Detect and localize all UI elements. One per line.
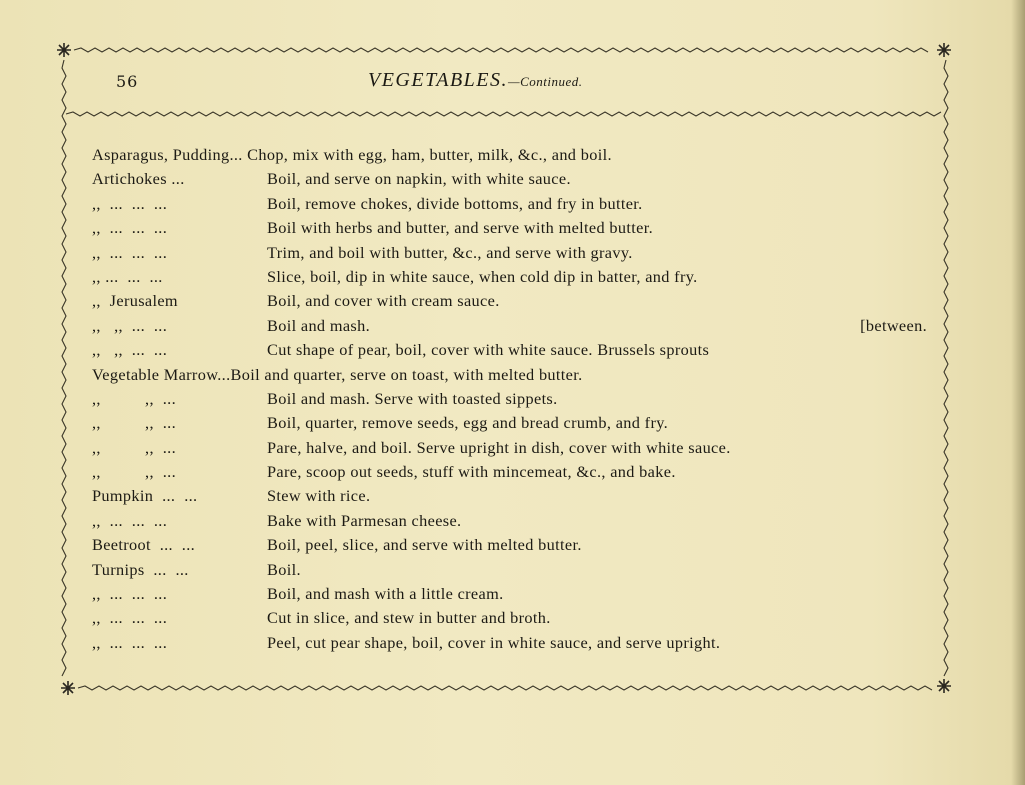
recipe-entry <box>92 289 952 313</box>
entry-label: Turnips ... ... <box>92 559 189 579</box>
recipe-entries <box>92 143 952 655</box>
entry-description: Boil and mash. Serve with toasted sippets. <box>267 388 558 408</box>
header-title: VEGETABLES. <box>368 69 509 91</box>
entry-description: Pare, scoop out seeds, stuff with mincemeat, &c., and bake. <box>267 462 676 482</box>
corner-ornament-top-right <box>937 43 951 57</box>
entry-full-line: Vegetable Marrow...Boil and quarter, serve on toast, with melted butter. <box>92 364 583 384</box>
entry-description: Boil, and cover with cream sauce. <box>267 291 500 311</box>
bottom-wavy-rule <box>78 686 932 690</box>
entry-label: ,, ... ... ... <box>92 193 168 213</box>
entry-description: Cut shape of pear, boil, cover with white sauce. Brussels sprouts <box>267 340 710 360</box>
entry-label: ,, ... ... ... <box>92 608 168 628</box>
recipe-entry <box>92 606 952 630</box>
recipe-entry <box>92 363 952 387</box>
recipe-entry <box>92 265 952 289</box>
entry-label: ,, Jerusalem <box>92 291 178 311</box>
recipe-entry <box>92 436 952 460</box>
header-continued: —Continued. <box>508 74 583 89</box>
entry-label: ,, ... ... ... <box>92 242 168 262</box>
entry-description: Boil, and serve on napkin, with white sauce. <box>267 169 571 189</box>
entry-label: ,, ,, ... <box>92 462 176 482</box>
recipe-entry <box>92 241 952 265</box>
entry-label: ,, ... ... ... <box>92 584 168 604</box>
corner-ornament-bottom-left <box>61 681 75 695</box>
entry-label: ,, ,, ... <box>92 413 176 433</box>
entry-description: Cut in slice, and stew in butter and broth. <box>267 608 551 628</box>
corner-ornament-bottom-right <box>937 679 951 693</box>
top-wavy-rule <box>74 48 928 52</box>
entry-description: Stew with rice. <box>267 486 371 506</box>
recipe-entry <box>92 314 952 338</box>
entry-label: ,, ... ... ... <box>92 510 168 530</box>
entry-description: Slice, boil, dip in white sauce, when cold dip in batter, and fry. <box>267 266 698 286</box>
entry-label: ,, ,, ... <box>92 437 176 457</box>
entry-label: ,, ... ... ... <box>92 218 168 238</box>
entry-description: Peel, cut pear shape, boil, cover in white sauce, and serve upright. <box>267 632 721 652</box>
entry-description: Boil and mash. <box>267 315 371 335</box>
entry-description: Boil, peel, slice, and serve with melted butter. <box>267 535 582 555</box>
recipe-entry <box>92 167 952 191</box>
recipe-entry <box>92 387 952 411</box>
entry-label: ,, ... ... ... <box>92 632 168 652</box>
entry-label: ,, ,, ... <box>92 388 176 408</box>
entry-full-line: Asparagus, Pudding... Chop, mix with egg, ham, butter, milk, &c., and boil. <box>92 145 612 164</box>
recipe-entry <box>92 192 952 216</box>
entry-label: Beetroot ... ... <box>92 535 196 555</box>
recipe-entry <box>92 216 952 240</box>
mid-wavy-rule <box>66 112 941 116</box>
recipe-entry <box>92 631 952 655</box>
entry-description: Boil with herbs and butter, and serve with melted butter. <box>267 218 653 238</box>
left-wavy-rule <box>62 60 66 676</box>
entry-continuation: [between. <box>860 315 927 335</box>
recipe-entry <box>92 582 952 606</box>
recipe-entry <box>92 143 952 167</box>
corner-ornament-top-left <box>57 43 71 57</box>
recipe-entry <box>92 484 952 508</box>
entry-label: ,, ,, ... ... <box>92 315 168 335</box>
entry-description: Bake with Parmesan cheese. <box>267 510 462 530</box>
entry-description: Boil, remove chokes, divide bottoms, and fry in butter. <box>267 193 643 213</box>
recipe-entry <box>92 460 952 484</box>
recipe-entry <box>92 533 952 557</box>
entry-description: Boil, quarter, remove seeds, egg and bread crumb, and fry. <box>267 413 669 433</box>
entry-label: ,, ... ... ... <box>92 266 163 286</box>
running-header <box>368 69 583 92</box>
entry-description: Pare, halve, and boil. Serve upright in dish, cover with white sauce. <box>267 437 731 457</box>
page-number: 56 <box>116 72 139 91</box>
recipe-entry <box>92 558 952 582</box>
recipe-entry <box>92 411 952 435</box>
entry-label: Pumpkin ... ... <box>92 486 198 506</box>
entry-label: ,, ,, ... ... <box>92 340 168 360</box>
entry-label: Artichokes ... <box>92 169 185 189</box>
recipe-entry <box>92 509 952 533</box>
recipe-entry <box>92 338 952 362</box>
entry-description: Boil, and mash with a little cream. <box>267 584 504 604</box>
entry-description: Boil. <box>267 559 301 579</box>
entry-description: Trim, and boil with butter, &c., and serve with gravy. <box>267 242 633 262</box>
